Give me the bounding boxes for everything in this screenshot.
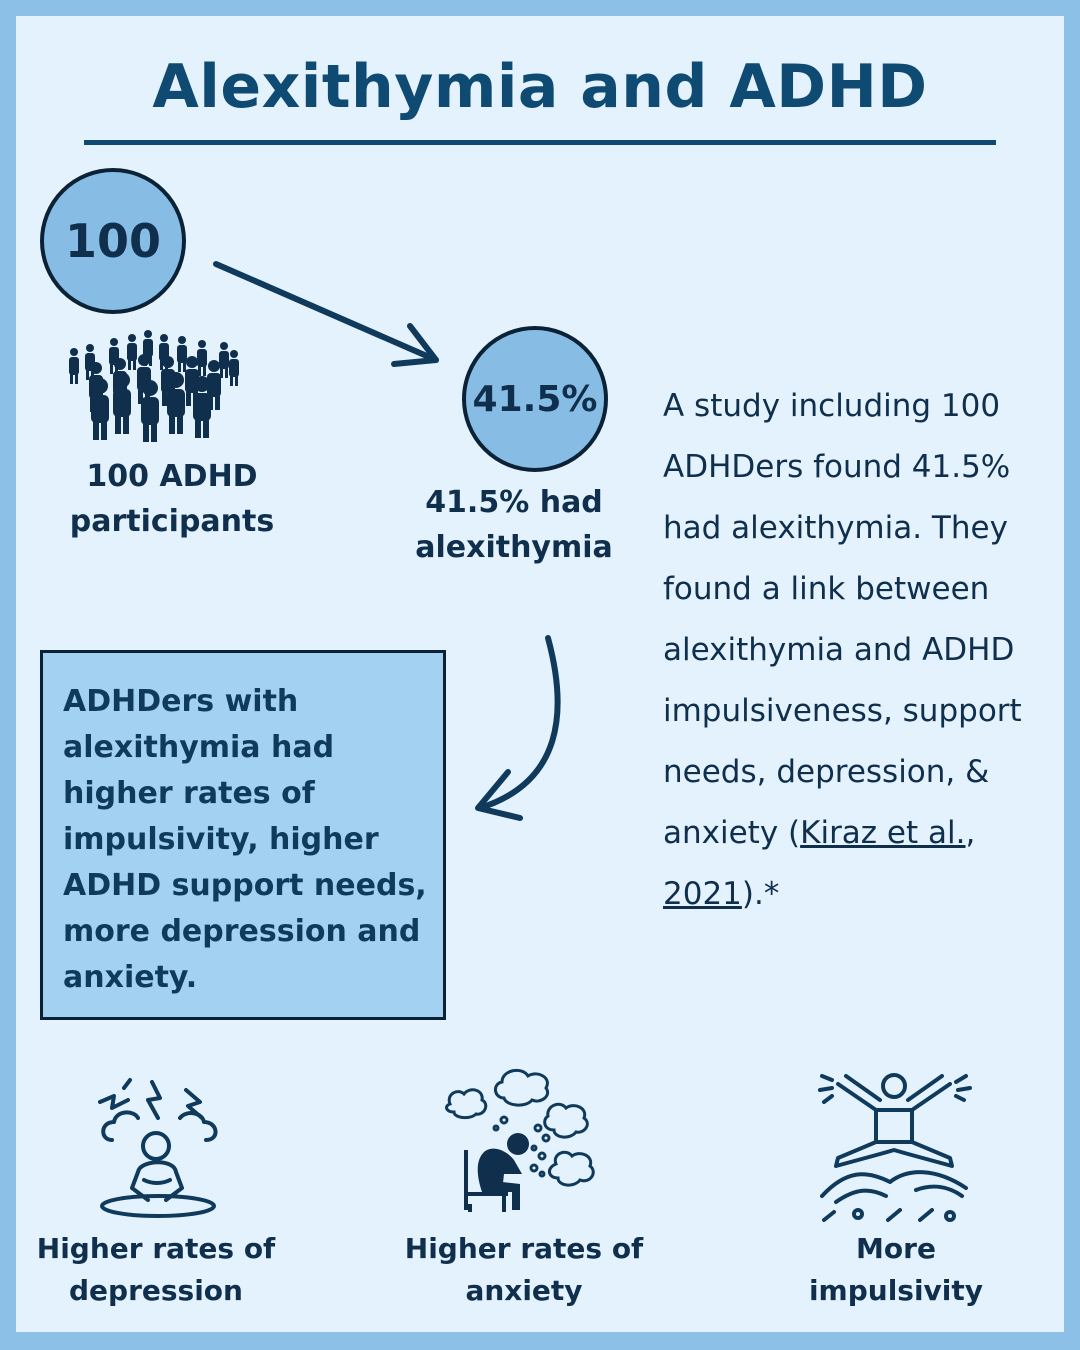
curved-arrow-icon	[470, 632, 570, 828]
study-text: anxiety (	[663, 815, 801, 851]
findings-line: ADHDers with	[63, 684, 299, 719]
outcome-label-line1: Higher rates of	[404, 1232, 644, 1265]
participants-caption-line1: 100 ADHD	[86, 459, 258, 494]
outcome-label-line2: anxiety	[465, 1274, 583, 1307]
participants-caption-line2: participants	[69, 504, 275, 539]
outcome-depression-label	[30, 1228, 282, 1312]
participants-value: 100	[64, 214, 162, 268]
depressed-person-icon	[94, 1076, 224, 1220]
study-line: impulsiveness, support	[663, 693, 1022, 729]
anxious-person-icon	[442, 1064, 602, 1220]
outcome-label-line2: impulsivity	[808, 1274, 984, 1307]
outcome-impulsivity-label	[770, 1228, 1022, 1312]
study-text: ).*	[741, 876, 780, 912]
title-divider	[84, 140, 996, 145]
alexithymia-caption	[398, 480, 630, 570]
findings-line: impulsivity, higher	[63, 822, 379, 857]
findings-box	[40, 650, 446, 1020]
alexithymia-value: 41.5%	[472, 378, 598, 420]
study-line: needs, depression, &	[663, 754, 990, 790]
study-line	[663, 864, 1068, 925]
participants-caption	[52, 454, 292, 544]
jumping-person-icon	[816, 1070, 976, 1222]
arrow-right-down-icon	[212, 260, 442, 370]
findings-line: higher rates of	[63, 776, 315, 811]
study-line: found a link between	[663, 571, 990, 607]
alexithymia-caption-line2: alexithymia	[415, 530, 613, 565]
study-description	[663, 376, 1068, 925]
findings-line: ADHD support needs,	[63, 868, 427, 903]
findings-line: anxiety.	[63, 960, 198, 995]
participants-circle	[40, 168, 186, 314]
outcome-anxiety-label	[398, 1228, 650, 1312]
study-text: ,	[965, 815, 976, 851]
study-line: had alexithymia. They	[663, 510, 1008, 546]
findings-line: alexithymia had	[63, 730, 335, 765]
page-title: Alexithymia and ADHD	[152, 52, 928, 122]
study-line: A study including 100	[663, 388, 1001, 424]
citation-link[interactable]: Kiraz et al.	[800, 815, 966, 851]
outcome-label-line1: Higher rates of	[36, 1232, 276, 1265]
study-line: ADHDers found 41.5%	[663, 449, 1011, 485]
outcome-label-line2: depression	[69, 1274, 243, 1307]
citation-year-link[interactable]: 2021	[663, 876, 742, 912]
alexithymia-circle	[462, 326, 608, 472]
findings-line: more depression and	[63, 914, 421, 949]
study-line	[663, 803, 1068, 864]
study-line: alexithymia and ADHD	[663, 632, 1015, 668]
alexithymia-caption-line1: 41.5% had	[425, 485, 603, 520]
outcome-label-line1: More	[856, 1232, 936, 1265]
